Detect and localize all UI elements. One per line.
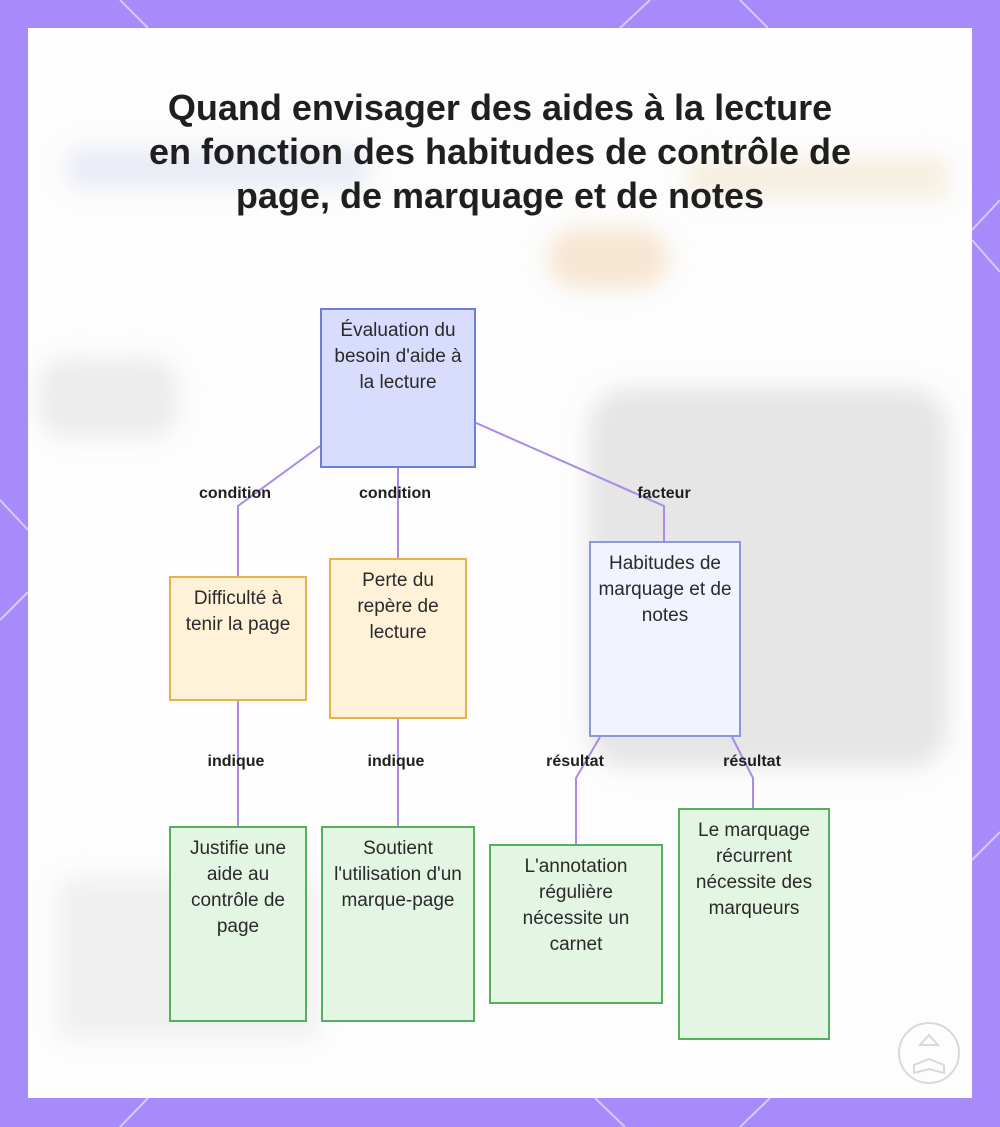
edge-label-root-lost-place: condition: [359, 485, 431, 502]
node-difficulty-label: Difficulté à tenir la page: [185, 588, 291, 635]
diagram-card: [28, 28, 972, 1098]
node-lost-place-label: Perte du repère de lecture: [357, 570, 439, 643]
node-root: [320, 308, 476, 468]
node-markers: [678, 808, 830, 1040]
edge-label-difficulty-page-control: indique: [207, 753, 265, 770]
node-bookmark: [321, 826, 475, 1022]
edge-habits-markers: [732, 737, 753, 808]
node-bookmark-label: Soutient l'utilisation d'un marque-page: [334, 838, 462, 911]
node-difficulty: [169, 576, 307, 701]
edge-label-root-habits: facteur: [637, 485, 691, 502]
logo-icon: [894, 1013, 964, 1093]
edge-label-habits-notebook: résultat: [546, 753, 604, 770]
node-habits: [589, 541, 741, 737]
node-notebook: [489, 844, 663, 1004]
node-lost-place: [329, 558, 467, 719]
node-notebook-label: L'annotation régulière nécessite un carnet: [522, 856, 630, 955]
node-root-label: Évaluation du besoin d'aide à la lecture: [334, 320, 462, 393]
edge-label-habits-markers: résultat: [723, 753, 781, 770]
page-title: Quand envisager des aides à la lecture en fonction des habitudes de contrôle de page, de marquage et de notes: [148, 87, 852, 216]
node-page-control-label: Justifie une aide au contrôle de page: [189, 838, 287, 937]
node-page-control: [169, 826, 307, 1022]
edge-label-lost-place-bookmark: indique: [367, 753, 425, 770]
edge-root-habits: [474, 422, 664, 541]
edge-root-difficulty: [238, 446, 320, 576]
edge-label-root-difficulty: condition: [199, 485, 271, 502]
node-markers-label: Le marquage récurrent nécessite des marqueurs: [695, 820, 813, 919]
node-habits-label: Habitudes de marquage et de notes: [598, 553, 732, 626]
